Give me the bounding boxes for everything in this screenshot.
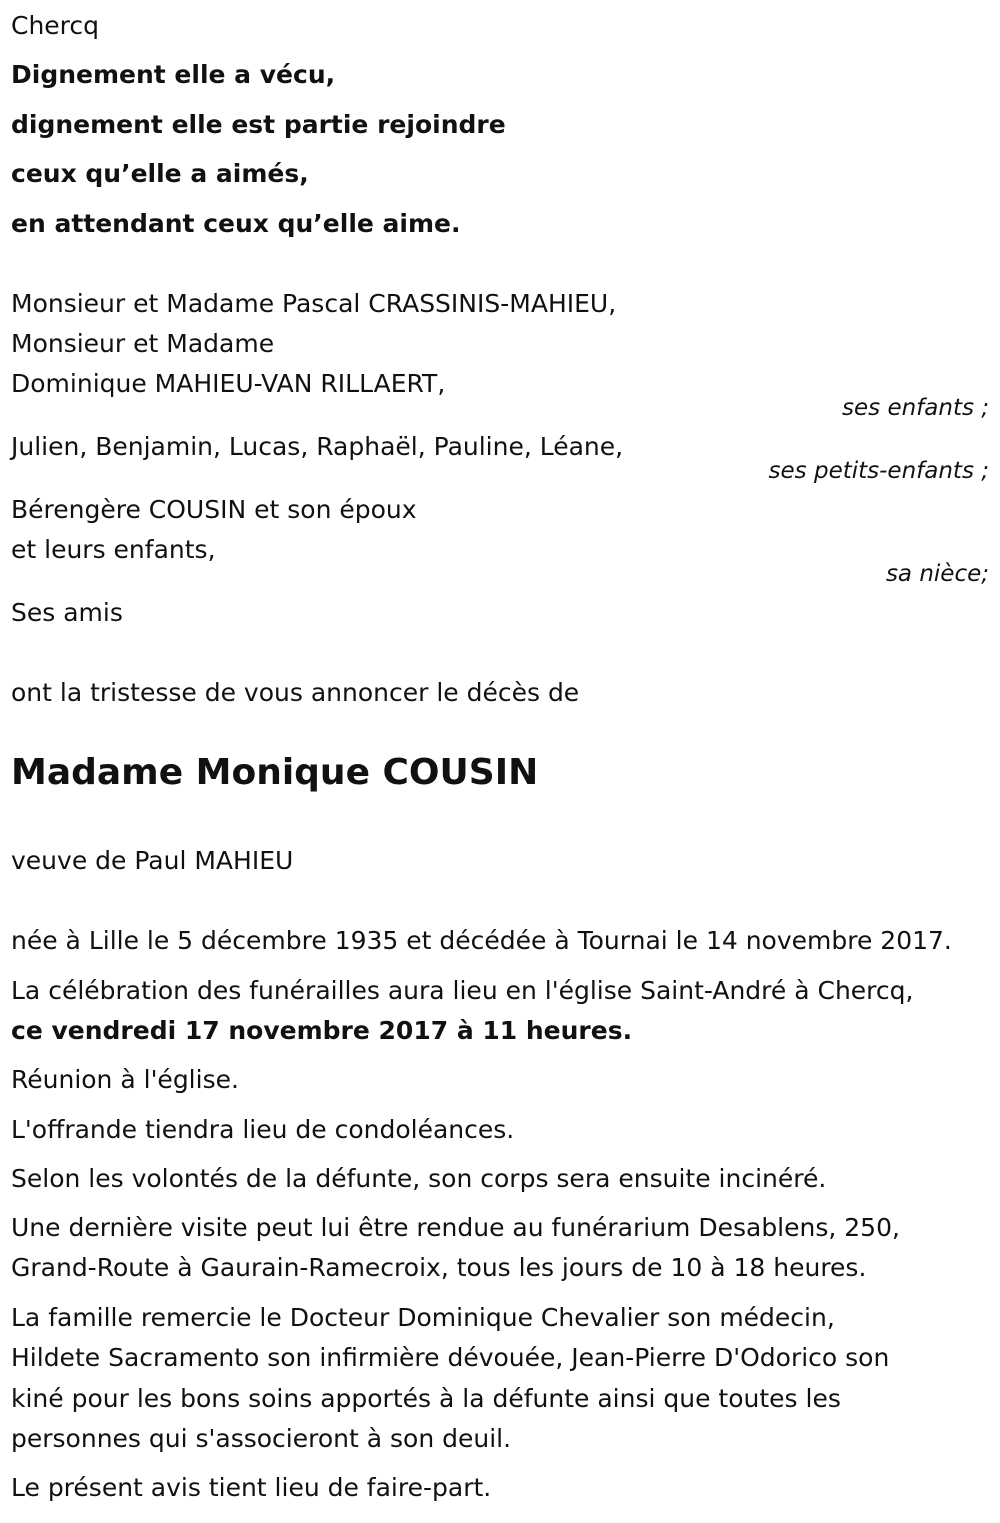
poem-line: Dignement elle a vécu, [11, 60, 336, 89]
thanks-text: La famille remercie le Docteur Dominique Chevalier son médecin, [11, 1303, 835, 1332]
friends-line: Ses amis [11, 598, 123, 627]
poem-line: dignement elle est partie rejoindre [11, 110, 506, 139]
children-line: Monsieur et Madame Pascal CRASSINIS-MAHIEU, [11, 289, 617, 318]
birth-death-text: née à Lille le 5 décembre 1935 et décédée à Tournai le 14 novembre 2017. [11, 926, 952, 955]
offering-text: L'offrande tiendra lieu de condoléances. [11, 1115, 515, 1144]
thanks-text: kiné pour les bons soins apportés à la défunte ainsi que toutes les [11, 1384, 841, 1413]
place-name: Chercq [11, 11, 100, 40]
cremation-text: Selon les volontés de la défunte, son corps sera ensuite incinéré. [11, 1164, 827, 1193]
niece-line: Bérengère COUSIN et son époux [11, 495, 417, 524]
thanks-text: personnes qui s'associeront à son deuil. [11, 1424, 512, 1453]
deceased-name: Madame Monique COUSIN [11, 752, 539, 793]
children-role: ses enfants ; [842, 395, 989, 421]
grandchildren-role: ses petits-enfants ; [768, 458, 989, 484]
niece-role: sa nièce; [885, 561, 989, 587]
ceremony-date-text: ce vendredi 17 novembre 2017 à 11 heures. [11, 1016, 633, 1045]
visit-text: Une dernière visite peut lui être rendue au funérarium Desablens, 250, [11, 1213, 900, 1242]
widow-of-text: veuve de Paul MAHIEU [11, 846, 294, 875]
thanks-text: Hildete Sacramento son infirmière dévouée, Jean-Pierre D'Odorico son [11, 1343, 890, 1372]
poem-line: en attendant ceux qu’elle aime. [11, 209, 461, 238]
ceremony-place-text: La célébration des funérailles aura lieu en l'église Saint-André à Chercq, [11, 976, 914, 1005]
closing-text: Le présent avis tient lieu de faire-part. [11, 1473, 492, 1502]
children-line: Monsieur et Madame [11, 329, 275, 358]
meeting-text: Réunion à l'église. [11, 1065, 239, 1094]
announcement-text: ont la tristesse de vous annoncer le décès de [11, 678, 580, 707]
children-line: Dominique MAHIEU-VAN RILLAERT, [11, 369, 446, 398]
poem-line: ceux qu’elle a aimés, [11, 159, 309, 188]
niece-line: et leurs enfants, [11, 535, 216, 564]
visit-text: Grand-Route à Gaurain-Ramecroix, tous les jours de 10 à 18 heures. [11, 1253, 867, 1282]
grandchildren-line: Julien, Benjamin, Lucas, Raphaël, Pauline, Léane, [11, 432, 624, 461]
